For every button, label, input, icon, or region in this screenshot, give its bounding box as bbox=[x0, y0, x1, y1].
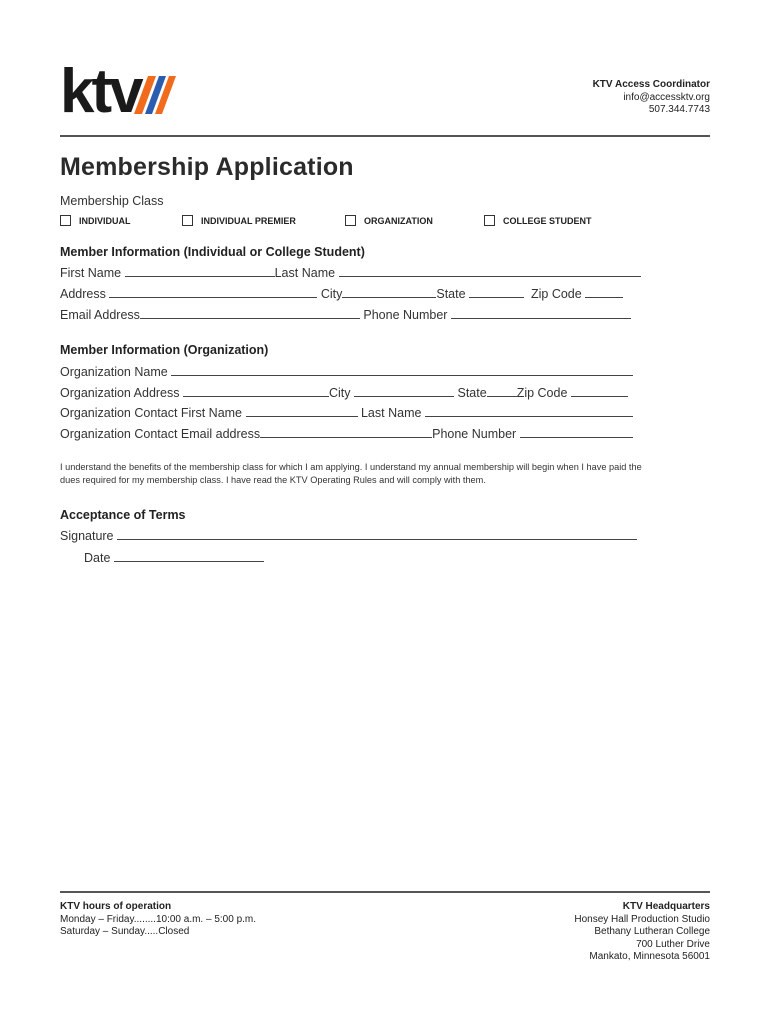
checkbox-organization[interactable]: ORGANIZATION bbox=[345, 215, 433, 226]
checkbox-box[interactable] bbox=[484, 215, 495, 226]
individual-section-heading: Member Information (Individual or College Student) bbox=[60, 245, 365, 259]
phone-label: Phone Number bbox=[363, 308, 448, 322]
logo-text: ktv bbox=[60, 62, 141, 116]
hq-line1: Honsey Hall Production Studio bbox=[574, 913, 710, 925]
organization-section-heading: Member Information (Organization) bbox=[60, 343, 269, 357]
first-name-label: First Name bbox=[60, 266, 122, 280]
city-field[interactable] bbox=[342, 286, 436, 298]
org-state-label: State bbox=[457, 386, 487, 400]
headquarters-address bbox=[574, 901, 710, 964]
org-address-field[interactable] bbox=[183, 385, 329, 397]
org-name-label: Organization Name bbox=[60, 365, 168, 379]
state-field[interactable] bbox=[469, 286, 524, 298]
org-state-field[interactable] bbox=[487, 385, 517, 397]
org-phone-field[interactable] bbox=[520, 426, 633, 438]
checkbox-box[interactable] bbox=[345, 215, 356, 226]
email-label: Email Address bbox=[60, 308, 140, 322]
footer-divider bbox=[60, 891, 710, 893]
org-address-label: Organization Address bbox=[60, 386, 180, 400]
org-last-name-field[interactable] bbox=[425, 405, 633, 417]
city-label: City bbox=[320, 287, 343, 301]
email-field[interactable] bbox=[140, 307, 360, 319]
address-field[interactable] bbox=[109, 286, 317, 298]
last-name-field[interactable] bbox=[339, 265, 641, 277]
phone-field[interactable] bbox=[451, 307, 631, 319]
ktv-logo bbox=[60, 62, 178, 116]
date-row bbox=[84, 550, 264, 565]
checkbox-individual[interactable]: INDIVIDUAL bbox=[60, 215, 131, 226]
date-label: Date bbox=[84, 551, 111, 565]
org-city-label: City bbox=[329, 386, 351, 400]
membership-class-label: Membership Class bbox=[60, 194, 164, 208]
org-zip-field[interactable] bbox=[571, 385, 628, 397]
zip-field[interactable] bbox=[585, 286, 623, 298]
hq-line3: 700 Luther Drive bbox=[636, 938, 710, 950]
hq-line4: Mankato, Minnesota 56001 bbox=[589, 951, 710, 962]
hours-title: KTV hours of operation bbox=[60, 901, 172, 912]
individual-contact-row bbox=[60, 307, 631, 322]
individual-name-row bbox=[60, 265, 641, 280]
org-contact-email-row bbox=[60, 426, 633, 441]
org-phone-label: Phone Number bbox=[432, 427, 517, 441]
hq-line2: Bethany Lutheran College bbox=[594, 926, 710, 937]
org-address-row bbox=[60, 385, 628, 400]
hours-weekday: Monday – Friday........10:00 a.m. – 5:00 p.m. bbox=[60, 913, 257, 925]
org-name-field[interactable] bbox=[171, 364, 633, 376]
coordinator-contact bbox=[593, 79, 710, 117]
membership-statement: I understand the benefits of the membership class for which I am applying. I understand my annual membership will begin when I have paid the dues required for my membership class. I have read the KTV Operating Rules and will comply with them. bbox=[60, 462, 642, 485]
hours-weekend: Saturday – Sunday.....Closed bbox=[60, 926, 190, 937]
org-contact-first-label: Organization Contact First Name bbox=[60, 406, 243, 420]
org-contact-first-field[interactable] bbox=[246, 405, 358, 417]
acceptance-heading: Acceptance of Terms bbox=[60, 508, 186, 522]
org-contact-name-row bbox=[60, 405, 633, 420]
org-email-label: Organization Contact Email address bbox=[60, 427, 261, 441]
hours-of-operation bbox=[60, 901, 256, 939]
checkbox-individual-premier[interactable]: INDIVIDUAL PREMIER bbox=[182, 215, 296, 226]
header-divider bbox=[60, 135, 710, 137]
page-title: Membership Application bbox=[60, 153, 354, 181]
org-last-name-label: Last Name bbox=[360, 406, 422, 420]
org-email-field[interactable] bbox=[260, 426, 432, 438]
checkbox-box[interactable] bbox=[182, 215, 193, 226]
zip-label: Zip Code bbox=[530, 287, 582, 301]
individual-address-row bbox=[60, 286, 623, 301]
first-name-field[interactable] bbox=[125, 265, 275, 277]
checkbox-college-student[interactable]: COLLEGE STUDENT bbox=[484, 215, 592, 226]
state-label: State bbox=[436, 287, 466, 301]
signature-label: Signature bbox=[60, 529, 114, 543]
address-label: Address bbox=[60, 287, 106, 301]
date-field[interactable] bbox=[114, 550, 264, 562]
coordinator-phone: 507.344.7743 bbox=[648, 104, 710, 115]
org-city-field[interactable] bbox=[354, 385, 454, 397]
org-name-row bbox=[60, 364, 633, 379]
coordinator-title: KTV Access Coordinator bbox=[592, 79, 710, 90]
checkbox-box[interactable] bbox=[60, 215, 71, 226]
org-zip-label: Zip Code bbox=[516, 386, 568, 400]
coordinator-email[interactable]: info@accessktv.org bbox=[623, 91, 710, 103]
last-name-label: Last Name bbox=[274, 266, 336, 280]
hq-title: KTV Headquarters bbox=[622, 901, 710, 912]
signature-field[interactable] bbox=[117, 528, 637, 540]
signature-row bbox=[60, 528, 637, 543]
